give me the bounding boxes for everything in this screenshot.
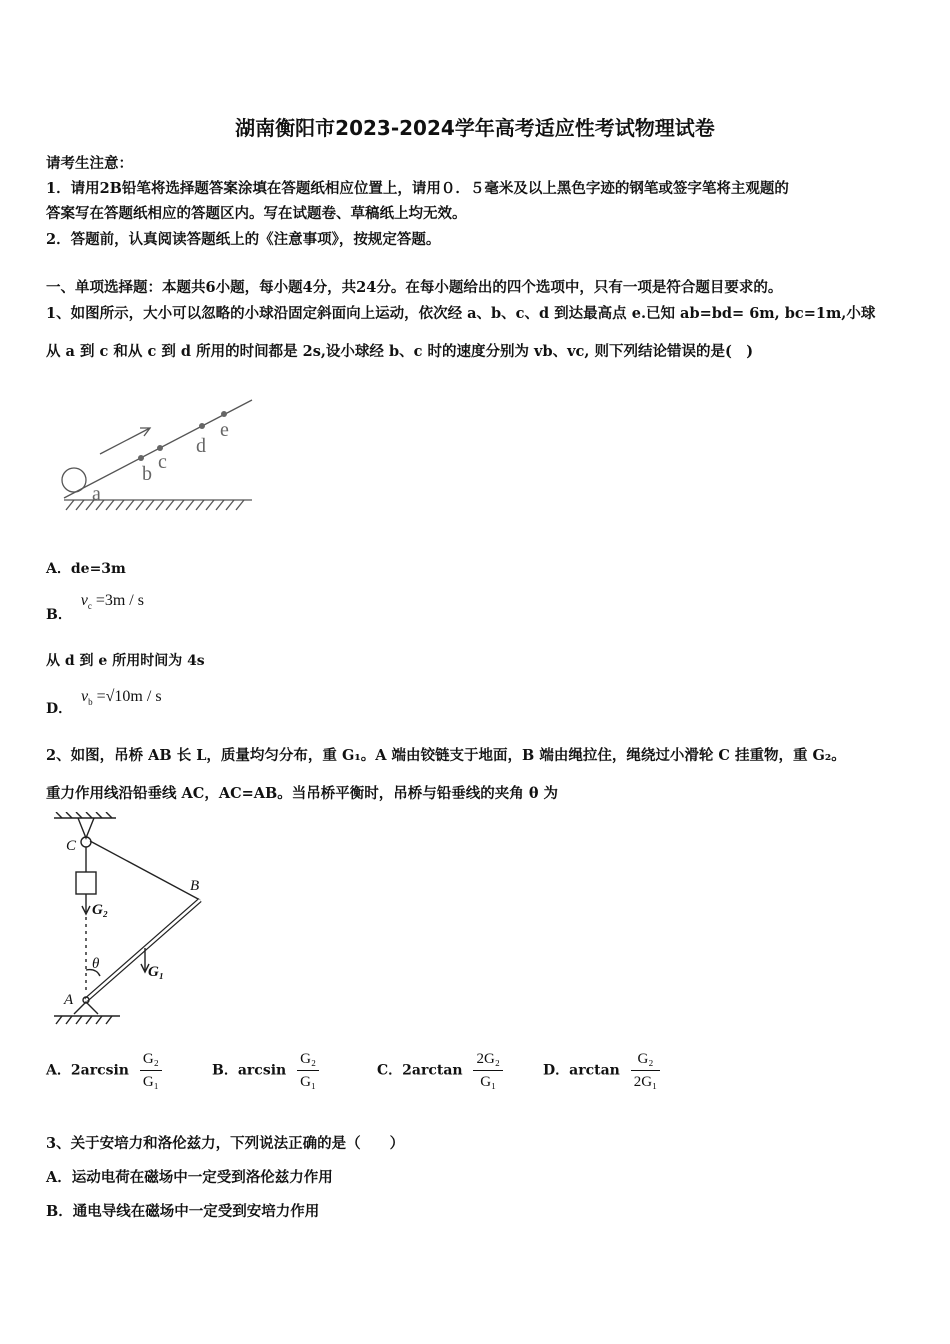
q1-option-a: A．de=3m [46,561,126,577]
q2-option-c: C．2arctan $\frac{\text{2G₂}}{\text{G₁}}$ [377,1048,503,1093]
notice-line-3: 2．答题前，认真阅读答题纸上的《注意事项》，按规定答题。 [46,231,441,248]
label-G2: G₂ [92,902,109,918]
notice-line-2: 答案写在答题纸相应的答题区内。写在试题卷、草稿纸上均无效。 [46,205,467,222]
q1-option-c: 从 d 到 e 所用时间为 4s [46,653,205,669]
section-heading: 一、单项选择题：本题共6小题，每小题4分，共24分。在每小题给出的四个选项中，只有一项是符合题目要求的。 [46,279,783,296]
hanging-weight [76,872,96,894]
label-d: d [196,435,206,457]
label-a: a [92,483,101,505]
page-title: 湖南衡阳市2023-2024学年高考适应性考试物理试卷 [235,116,715,140]
q2-option-a: A．2arcsin $\frac{\text{G₂}}{\text{G₁}}$ [46,1048,162,1093]
q2-drawbridge-figure [48,812,223,1030]
q1-option-d: D． $v_b =√10m / s$ [46,688,162,717]
label-e: e [220,419,229,441]
q3-option-b: B．通电导线在磁场中一定受到安培力作用 [46,1203,320,1220]
q3-stem: 3、关于安培力和洛伦兹力，下列说法正确的是（ ） [46,1135,405,1152]
q1-incline-figure [56,392,261,518]
q2-stem-line1: 2、如图，吊桥 AB 长 L，质量均匀分布，重 G₁。A 端由铰链支于地面，B 端由绳拉住，绳绕过小滑轮 C 挂重物，重 G₂。 [46,747,846,764]
notice-line-1: 1．请用2B铅笔将选择题答案涂填在答题纸相应位置上，请用０．５毫米及以上黑色字迹的钢笔或签字笔将主观题的 [46,180,789,197]
motion-arrow [100,428,150,454]
q1-stem-line1: 1、如图所示，大小可以忽略的小球沿固定斜面向上运动，依次经 a、b、c、d 到达最高点 e.已知 ab=bd= 6m, bc=1m,小球 [46,305,876,322]
q2-stem-line2: 重力作用线沿铅垂线 AC，AC=AB。当吊桥平衡时，吊桥与铅垂线的夹角 θ 为 [46,785,559,802]
label-C: C [66,838,77,854]
label-B: B [190,878,200,894]
label-c: c [158,451,167,473]
q2-option-b: B．arcsin $\frac{\text{G₂}}{\text{G₁}}$ [212,1048,319,1093]
q3-option-a: A．运动电荷在磁场中一定受到洛伦兹力作用 [46,1169,333,1186]
q2-option-d: D．arctan $\frac{\text{G₂}}{\text{2G₁}}$ [543,1048,660,1093]
label-theta: θ [92,956,100,972]
q1-stem-line2: 从 a 到 c 和从 c 到 d 所用的时间都是 2s,设小球经 b、c 时的速度分别为 vb、vc, 则下列结论错误的是( ) [46,343,754,360]
q1-option-b: B． $v_c =3m / s$ [46,592,144,623]
label-G1: G₁ [148,964,165,980]
notice-heading: 请考生注意： [46,155,133,172]
rope [90,841,200,900]
label-A: A [64,992,74,1008]
ball [62,468,86,492]
label-b: b [142,463,152,485]
